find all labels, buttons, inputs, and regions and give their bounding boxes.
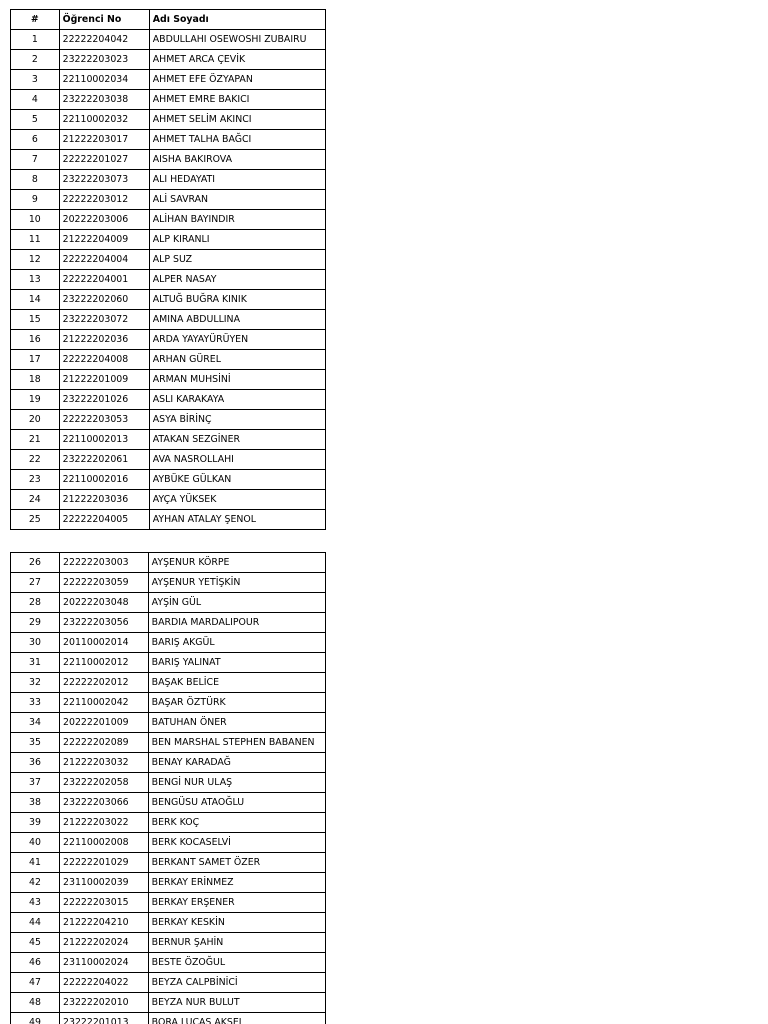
- student-name: ALPER NASAY: [149, 270, 325, 290]
- student-name: ARDA YAYAYÜRÜYEN: [149, 330, 325, 350]
- student-name: ARHAN GÜREL: [149, 350, 325, 370]
- table-row: [11, 210, 326, 230]
- student-number: 22222204005: [59, 510, 149, 530]
- student-name: BERKAY KESKİN: [148, 913, 325, 933]
- table-row: [11, 190, 326, 210]
- row-number: 33: [11, 693, 60, 713]
- row-number: 46: [11, 953, 60, 973]
- student-name: BERKANT SAMET ÖZER: [148, 853, 325, 873]
- row-number: 30: [11, 633, 60, 653]
- table-row: [11, 110, 326, 130]
- student-number: 22222204001: [59, 270, 149, 290]
- student-name: AISHA BAKIROVA: [149, 150, 325, 170]
- student-name: ALİ SAVRAN: [149, 190, 325, 210]
- table-row: [11, 410, 326, 430]
- row-number: 34: [11, 713, 60, 733]
- student-number: 21222202024: [60, 933, 149, 953]
- student-name: ABDULLAHI OSEWOSHI ZUBAIRU: [149, 30, 325, 50]
- table-row: [11, 370, 326, 390]
- row-number: 47: [11, 973, 60, 993]
- student-number: 23222201026: [59, 390, 149, 410]
- row-number: 41: [11, 853, 60, 873]
- table-row: [11, 250, 326, 270]
- student-number: 21222204210: [60, 913, 149, 933]
- student-number: 22110002032: [59, 110, 149, 130]
- student-number: 23110002039: [60, 873, 149, 893]
- row-number: 12: [11, 250, 60, 270]
- student-name: AHMET EMRE BAKICI: [149, 90, 325, 110]
- table-row: [11, 973, 326, 993]
- row-number: 16: [11, 330, 60, 350]
- student-name: AMINA ABDULLINA: [149, 310, 325, 330]
- table-row: [11, 653, 326, 673]
- student-number: 23222203072: [59, 310, 149, 330]
- table-row: [11, 430, 326, 450]
- table-1-body: [11, 30, 326, 530]
- student-name: BERK KOÇ: [148, 813, 325, 833]
- student-table-2: [10, 552, 326, 1024]
- student-name: AYBÜKE GÜLKAN: [149, 470, 325, 490]
- student-number: 22110002034: [59, 70, 149, 90]
- student-number: 23110002024: [60, 953, 149, 973]
- table-row: [11, 833, 326, 853]
- table-row: [11, 953, 326, 973]
- table-row: [11, 470, 326, 490]
- row-number: 11: [11, 230, 60, 250]
- table-row: [11, 490, 326, 510]
- row-number: 4: [11, 90, 60, 110]
- student-number: 22222202089: [60, 733, 149, 753]
- table-row: [11, 390, 326, 410]
- student-name: ATAKAN SEZGİNER: [149, 430, 325, 450]
- row-number: 8: [11, 170, 60, 190]
- student-number: 23222203073: [59, 170, 149, 190]
- row-number: 31: [11, 653, 60, 673]
- table-row: [11, 450, 326, 470]
- row-number: 35: [11, 733, 60, 753]
- student-number: 22110002012: [60, 653, 149, 673]
- table-row: [11, 90, 326, 110]
- row-number: 42: [11, 873, 60, 893]
- row-number: 29: [11, 613, 60, 633]
- row-number: 44: [11, 913, 60, 933]
- row-number: 25: [11, 510, 60, 530]
- student-number: 21222204009: [59, 230, 149, 250]
- student-number: 23222202061: [59, 450, 149, 470]
- student-name: BERK KOCASELVİ: [148, 833, 325, 853]
- student-number: 23222203056: [60, 613, 149, 633]
- table-row: [11, 50, 326, 70]
- student-name: ALI HEDAYATI: [149, 170, 325, 190]
- row-number: 7: [11, 150, 60, 170]
- student-number: 22110002008: [60, 833, 149, 853]
- table-row: [11, 773, 326, 793]
- student-number: 23222203023: [59, 50, 149, 70]
- student-name: BENAY KARADAĞ: [148, 753, 325, 773]
- student-number: 22222201029: [60, 853, 149, 873]
- student-number: 21222201009: [59, 370, 149, 390]
- row-number: 43: [11, 893, 60, 913]
- row-number: 6: [11, 130, 60, 150]
- student-number: 20222203048: [60, 593, 149, 613]
- student-number: 22222204022: [60, 973, 149, 993]
- row-number: 22: [11, 450, 60, 470]
- student-name: BAŞAR ÖZTÜRK: [148, 693, 325, 713]
- table-row: [11, 1013, 326, 1024]
- table-row: [11, 130, 326, 150]
- row-number: 18: [11, 370, 60, 390]
- table-row: [11, 873, 326, 893]
- row-number: 9: [11, 190, 60, 210]
- table-row: [11, 733, 326, 753]
- student-name: BERKAY ERŞENER: [148, 893, 325, 913]
- student-name: AVA NASROLLAHI: [149, 450, 325, 470]
- row-number: 38: [11, 793, 60, 813]
- student-name: BAŞAK BELİCE: [148, 673, 325, 693]
- row-number: 17: [11, 350, 60, 370]
- table-row: [11, 310, 326, 330]
- student-name: AYŞENUR YETİŞKİN: [148, 573, 325, 593]
- row-number: 28: [11, 593, 60, 613]
- table-row: [11, 713, 326, 733]
- student-name: AHMET EFE ÖZYAPAN: [149, 70, 325, 90]
- table-row: [11, 330, 326, 350]
- row-number: 26: [11, 553, 60, 573]
- student-number: 23222202010: [60, 993, 149, 1013]
- row-number: 36: [11, 753, 60, 773]
- student-name: ASYA BİRİNÇ: [149, 410, 325, 430]
- student-number: 23222203066: [60, 793, 149, 813]
- row-number: 37: [11, 773, 60, 793]
- student-name: AHMET ARCA ÇEVİK: [149, 50, 325, 70]
- row-number: 1: [11, 30, 60, 50]
- header-full-name: Adı Soyadı: [149, 10, 325, 30]
- student-number: 20222203006: [59, 210, 149, 230]
- table-2-body: [11, 553, 326, 1024]
- student-number: 22222203053: [59, 410, 149, 430]
- student-name: AYŞİN GÜL: [148, 593, 325, 613]
- student-name: ALTUĞ BUĞRA KINIK: [149, 290, 325, 310]
- student-name: ARMAN MUHSİNİ: [149, 370, 325, 390]
- table-row: [11, 853, 326, 873]
- student-name: BEYZA NUR BULUT: [148, 993, 325, 1013]
- table-row: [11, 633, 326, 653]
- table-row: [11, 150, 326, 170]
- student-name: AHMET SELİM AKINCI: [149, 110, 325, 130]
- row-number: 32: [11, 673, 60, 693]
- table-header-row: [11, 10, 326, 30]
- table-row: [11, 573, 326, 593]
- student-name: BENGİ NUR ULAŞ: [148, 773, 325, 793]
- student-number: 21222203036: [59, 490, 149, 510]
- student-name: BEN MARSHAL STEPHEN BABANEN: [148, 733, 325, 753]
- table-row: [11, 553, 326, 573]
- row-number: 20: [11, 410, 60, 430]
- student-number: 22222203059: [60, 573, 149, 593]
- student-number: 20110002014: [60, 633, 149, 653]
- row-number: 19: [11, 390, 60, 410]
- student-number: 22222201027: [59, 150, 149, 170]
- student-name: BESTE ÖZOĞUL: [148, 953, 325, 973]
- table-row: [11, 793, 326, 813]
- row-number: 14: [11, 290, 60, 310]
- row-number: 15: [11, 310, 60, 330]
- student-name: BATUHAN ÖNER: [148, 713, 325, 733]
- student-name: ASLI KARAKAYA: [149, 390, 325, 410]
- row-number: 27: [11, 573, 60, 593]
- row-number: 40: [11, 833, 60, 853]
- student-number: 22110002013: [59, 430, 149, 450]
- student-number: 21222203017: [59, 130, 149, 150]
- student-number: 22222204004: [59, 250, 149, 270]
- student-name: BEYZA CALPBİNİCİ: [148, 973, 325, 993]
- header-student-no: Öğrenci No: [59, 10, 149, 30]
- student-number: 22110002016: [59, 470, 149, 490]
- student-number: 22110002042: [60, 693, 149, 713]
- table-row: [11, 290, 326, 310]
- student-name: BARDIA MARDALIPOUR: [148, 613, 325, 633]
- table-row: [11, 753, 326, 773]
- table-row: [11, 270, 326, 290]
- student-number: 21222203032: [60, 753, 149, 773]
- row-number: 13: [11, 270, 60, 290]
- row-number: 45: [11, 933, 60, 953]
- table-row: [11, 693, 326, 713]
- table-row: [11, 593, 326, 613]
- student-number: 22222204008: [59, 350, 149, 370]
- table-row: [11, 913, 326, 933]
- table-row: [11, 813, 326, 833]
- row-number: 24: [11, 490, 60, 510]
- row-number: 49: [11, 1013, 60, 1024]
- table-row: [11, 893, 326, 913]
- row-number: 21: [11, 430, 60, 450]
- table-row: [11, 673, 326, 693]
- student-number: 22222203003: [60, 553, 149, 573]
- student-number: 21222202036: [59, 330, 149, 350]
- student-name: AYHAN ATALAY ŞENOL: [149, 510, 325, 530]
- student-number: 21222203022: [60, 813, 149, 833]
- row-number: 3: [11, 70, 60, 90]
- student-name: BORA LUCAS AKSEL: [148, 1013, 325, 1024]
- table-row: [11, 170, 326, 190]
- student-name: BENGÜSU ATAOĞLU: [148, 793, 325, 813]
- student-name: AYÇA YÜKSEK: [149, 490, 325, 510]
- student-number: 20222201009: [60, 713, 149, 733]
- student-name: AHMET TALHA BAĞCI: [149, 130, 325, 150]
- student-number: 22222204042: [59, 30, 149, 50]
- student-number: 22222203012: [59, 190, 149, 210]
- student-name: ALP SUZ: [149, 250, 325, 270]
- student-name: AYŞENUR KÖRPE: [148, 553, 325, 573]
- table-row: [11, 933, 326, 953]
- student-name: BERKAY ERİNMEZ: [148, 873, 325, 893]
- table-row: [11, 993, 326, 1013]
- row-number: 5: [11, 110, 60, 130]
- table-row: [11, 70, 326, 90]
- table-row: [11, 30, 326, 50]
- student-number: 23222201013: [60, 1013, 149, 1024]
- table-row: [11, 350, 326, 370]
- table-row: [11, 230, 326, 250]
- student-name: BERNUR ŞAHİN: [148, 933, 325, 953]
- table-row: [11, 510, 326, 530]
- student-number: 22222203015: [60, 893, 149, 913]
- row-number: 2: [11, 50, 60, 70]
- student-name: BARIŞ AKGÜL: [148, 633, 325, 653]
- row-number: 39: [11, 813, 60, 833]
- student-number: 23222203038: [59, 90, 149, 110]
- student-name: BARIŞ YALINAT: [148, 653, 325, 673]
- row-number: 23: [11, 470, 60, 490]
- row-number: 10: [11, 210, 60, 230]
- student-name: ALP KIRANLI: [149, 230, 325, 250]
- table-row: [11, 613, 326, 633]
- header-num: #: [11, 10, 60, 30]
- student-name: ALİHAN BAYINDIR: [149, 210, 325, 230]
- row-number: 48: [11, 993, 60, 1013]
- student-number: 23222202058: [60, 773, 149, 793]
- student-number: 22222202012: [60, 673, 149, 693]
- student-number: 23222202060: [59, 290, 149, 310]
- student-table-1: [10, 9, 326, 530]
